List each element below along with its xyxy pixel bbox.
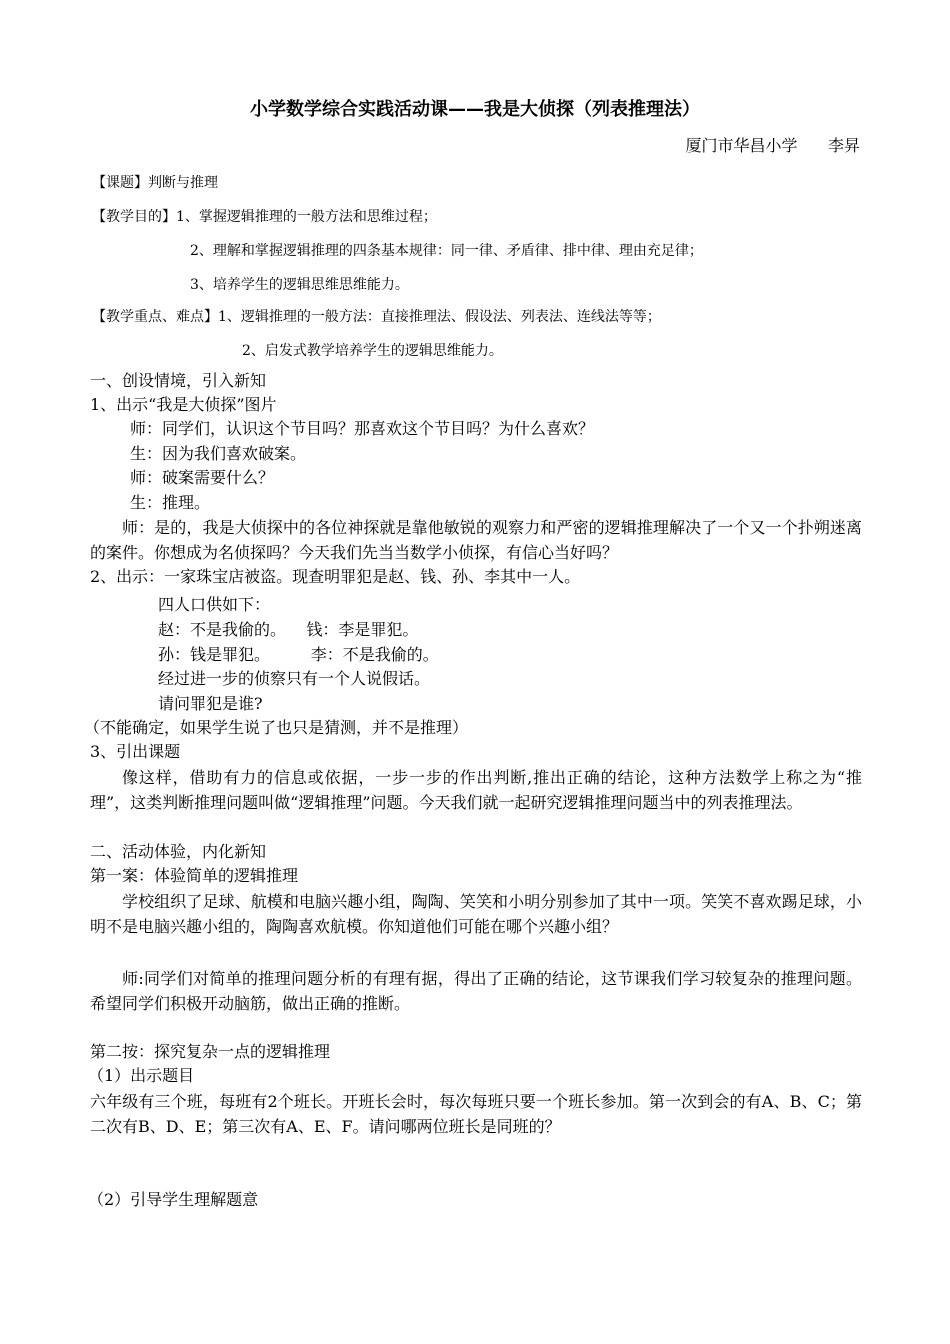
step-1-2: 2、出示：一家珠宝店被盗。现查明罪犯是赵、钱、孙、李其中一人。: [90, 567, 581, 586]
section-1-heading: 一、创设情境，引入新知: [90, 371, 267, 390]
topic-line: 【课题】判断与推理: [92, 175, 218, 191]
dialogue-teacher-2: 师：破案需要什么？: [130, 468, 275, 487]
case-1-heading: 第一案：体验简单的逻辑推理: [90, 866, 299, 885]
testimony-intro: 四人口供如下：: [158, 595, 271, 614]
intro-paragraph: 像这样，借助有力的信息或依据，一步一步的作出判断,推出正确的结论，这种方法数学上称之为“推理”，这类判断推理问题叫做“逻辑推理”问题。今天我们就一起研究逻辑推理问题当中的列表推理法。: [90, 768, 862, 812]
dialogue-student-1: 生：因为我们喜欢破案。: [130, 444, 307, 463]
case-1-paragraph: 学校组织了足球、航模和电脑兴趣小组，陶陶、笑笑和小明分别参加了其中一项。笑笑不喜欢踢足球，小明不是电脑兴趣小组的，陶陶喜欢航模。你知道他们可能在哪个兴趣小组？: [90, 892, 862, 936]
testimony-lie-note: 经过进一步的侦察只有一个人说假话。: [158, 669, 431, 688]
key-point-line-1: 【教学重点、难点】1、逻辑推理的一般方法：直接推理法、假设法、列表法、连线法等等；: [92, 309, 661, 325]
goal-line-2: 2、理解和掌握逻辑推理的四条基本规律：同一律、矛盾律、排中律、理由充足律；: [190, 243, 703, 259]
teacher-paragraph: 师:同学们对简单的推理问题分析的有理有据，得出了正确的结论，这节课我们学习较复杂的推理问题。希望同学们积极开动脑筋，做出正确的推断。: [90, 969, 862, 1013]
section-2-heading: 二、活动体验，内化新知: [90, 842, 267, 861]
case-2-step-1: （1）出示题目: [88, 1066, 195, 1085]
goal-line-3: 3、培养学生的逻辑思维思维能力。: [190, 277, 409, 293]
goal-line-1: 【教学目的】1、掌握逻辑推理的一般方法和思维过程；: [92, 209, 437, 225]
dialogue-teacher-1: 师：同学们，认识这个节目吗？那喜欢这个节目吗？为什么喜欢？: [130, 419, 595, 438]
document-title: 小学数学综合实践活动课——我是大侦探（列表推理法）: [250, 99, 700, 120]
key-point-line-2: 2、启发式教学培养学生的逻辑思维能力。: [242, 343, 503, 359]
case-2-step-2: （2）引导学生理解题意: [88, 1190, 259, 1209]
testimony-row-2: 孙：钱是罪犯。 李：不是我偷的。: [158, 645, 439, 664]
testimony-question: 请问罪犯是谁?: [158, 694, 263, 713]
case-2-heading: 第二按：探究复杂一点的逻辑推理: [90, 1042, 331, 1061]
testimony-row-1: 赵：不是我偷的。 钱：李是罪犯。: [158, 620, 419, 639]
case-2-problem: 六年级有三个班，每班有2个班长。开班长会时，每次每班只要一个班长参加。第一次到会的有A、B、C；第二次有B、D、E；第三次有A、E、F。请问哪两位班长是同班的？: [90, 1092, 862, 1136]
step-1-3: 3、引出课题: [90, 742, 181, 761]
author-line: 厦门市华昌小学 李昇: [685, 136, 860, 155]
testimony-remark: （不能确定，如果学生说了也只是猜测，并不是推理）: [84, 718, 469, 737]
dialogue-student-2: 生：推理。: [130, 493, 211, 512]
step-1-1: 1、出示“我是大侦探”图片: [90, 395, 277, 414]
dialogue-teacher-3: 师：是的，我是大侦探中的各位神探就是靠他敏锐的观察力和严密的逻辑推理解决了一个又一个扑朔迷离的案件。你想成为名侦探吗？今天我们先当当数学小侦探，有信心当好吗？: [90, 518, 862, 562]
